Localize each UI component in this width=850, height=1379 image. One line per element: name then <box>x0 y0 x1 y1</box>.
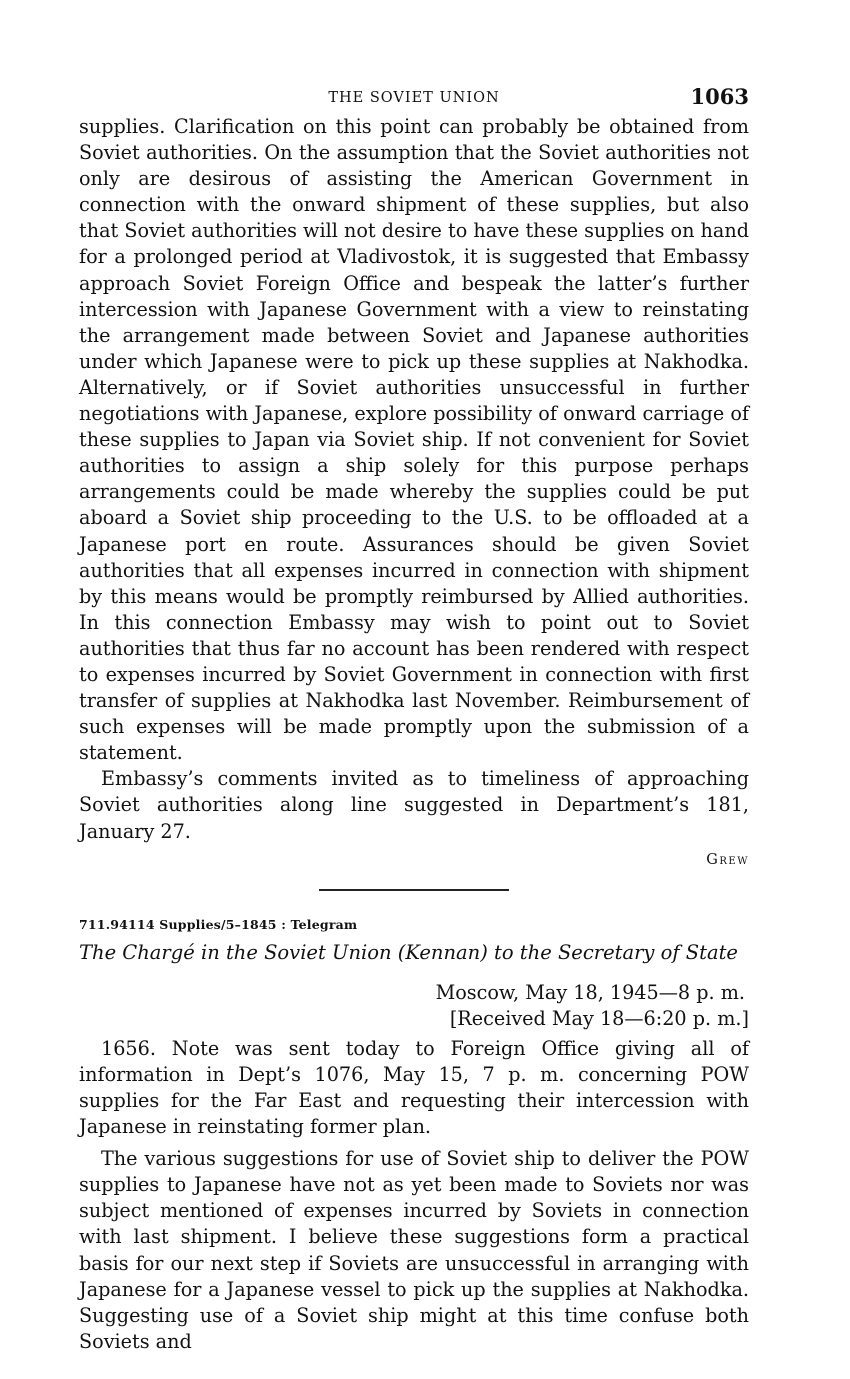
running-header <box>79 84 749 114</box>
continued-paragraph: supplies. Clarification on this point can probably be obtained from Soviet authorities. On the assumption that the Soviet authorities not only are desirous of assisting the American Government in connection with the onward shipment of these supplies, but also that Soviet authorities will not desire to have these supplies on hand for a prolonged period at Vladivostok, it is suggested that Embassy approach Soviet Foreign Office and bespeak the latter’s further intercession with Japanese Government with a view to reinstating the arrangement made between Soviet and Japanese authorities under which Japanese were to pick up these supplies at Nakhodka. Alternatively, or if Soviet authorities unsuccessful in further negotiations with Japanese, explore possibility of onward carriage of these supplies to Japan via Soviet ship. If not convenient for Soviet authorities to assign a ship solely for this purpose perhaps arrangements could be made whereby the supplies could be put aboard a Soviet ship proceeding to the U.S. to be offloaded at a Japanese port en route. Assurances should be given Soviet authorities that all expenses incurred in connection with shipment by this means would be promptly reimbursed by Allied authorities. In this connection Embassy may wish to point out to Soviet authorities that thus far no account has been rendered with respect to expenses incurred by Soviet Government in connection with first transfer of supplies at Nakhodka last November. Reimbursement of such expenses will be made promptly upon the submission of a statement. <box>79 115 749 765</box>
body-paragraph: The various suggestions for use of Soviet ship to deliver the POW supplies to Japanese have not as yet been made to Soviets nor was subject mentioned of expenses incurred by Soviets in connection with last shipment. I believe these suggestions form a practical basis for our next step if Soviets are unsuccessful in arranging with Japanese for a Japanese vessel to pick up the supplies at Nakhodka. Suggesting use of a Soviet ship might at this time confuse both Soviets and <box>79 1147 749 1353</box>
file-reference: 711.94114 Supplies/5–1845 : Telegram <box>79 916 358 932</box>
received-line: [Received May 18—6:20 p. m.] <box>449 1006 749 1030</box>
closing-paragraph: Embassy’s comments invited as to timeliness of approaching Soviet authorities along line suggested in Department’s 181, January 27. <box>79 767 749 843</box>
dateline: Moscow, May 18, 1945—8 p. m. <box>435 980 745 1004</box>
page-number: 1063 <box>690 84 749 109</box>
document-page <box>79 84 749 1355</box>
section-divider <box>319 889 509 891</box>
running-title: THE SOVIET UNION <box>328 90 500 106</box>
dateline-block <box>79 980 749 1032</box>
signature: Grew <box>706 851 749 868</box>
body-paragraph: 1656. Note was sent today to Foreign Office giving all of information in Dept’s 1076, May 15, 7 p. m. concerning POW supplies for the Far East and requesting their intercession with Japanese in reinstating former plan. <box>79 1036 749 1139</box>
document-title: The Chargé in the Soviet Union (Kennan) to the Secretary of State <box>79 940 738 964</box>
